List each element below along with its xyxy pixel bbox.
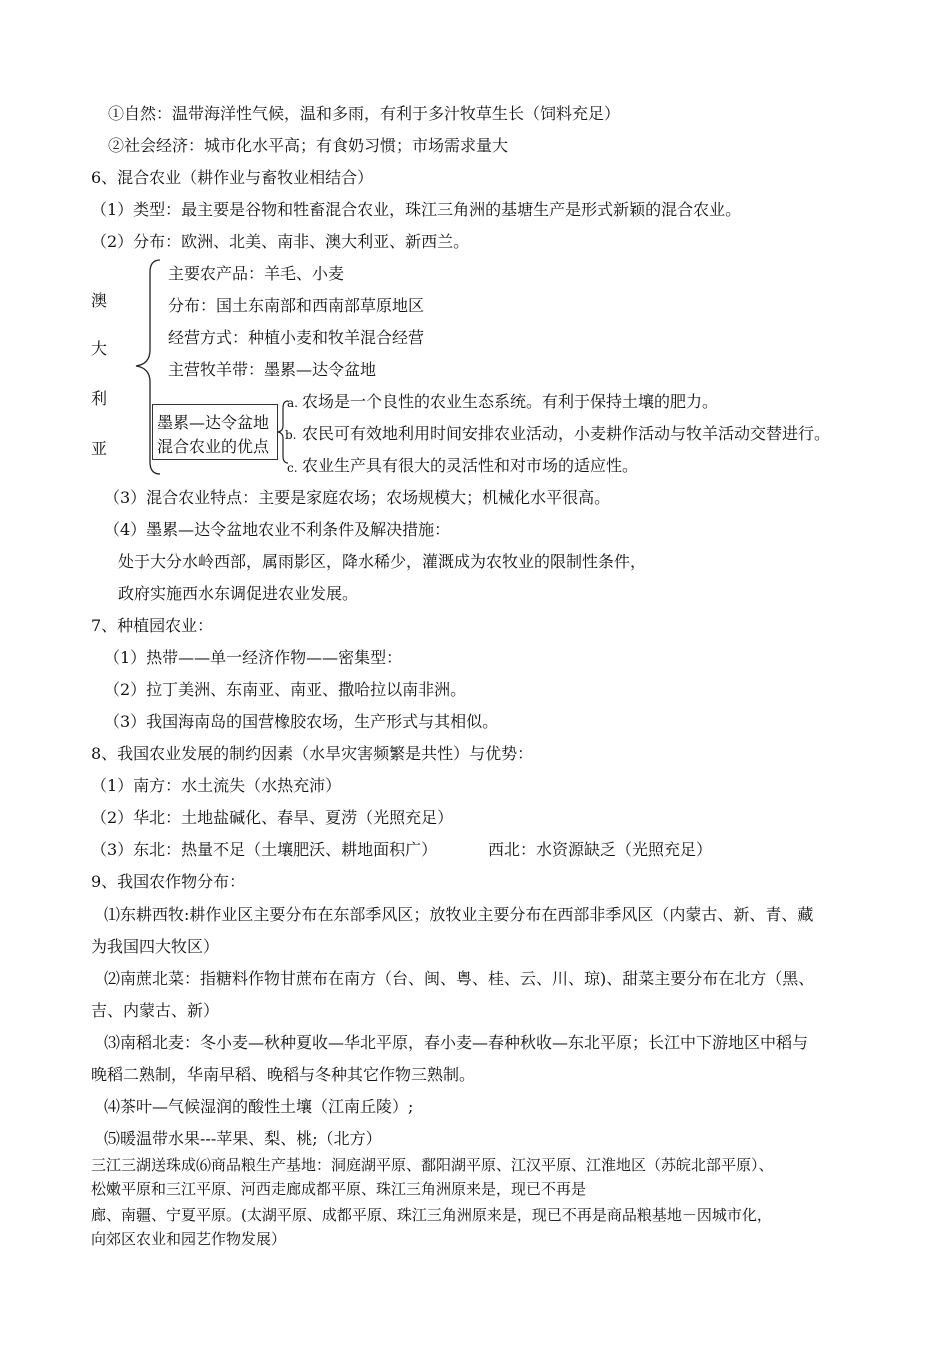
line-social-economy: ②社会经济：城市化水平高；有食奶习惯；市场需求量大 (108, 136, 509, 155)
line-crops-5: ⑸暖温带水果---苹果、梨、桃;（北方） (104, 1129, 382, 1148)
line-crops-2b: 吉、内蒙古、新） (91, 1001, 220, 1020)
line-grain-bases-4: 向郊区农业和园艺作物发展） (91, 1230, 287, 1248)
advantage-item: 农民可有效地利用时间安排农业活动，小麦耕作活动与牧羊活动交替进行。 (302, 424, 831, 443)
heading-crops: 9、我国农作物分布： (91, 872, 246, 891)
line-water-transfer: 政府实施西水东调促进农业发展。 (118, 584, 359, 603)
vertical-label-char: 澳 (91, 291, 108, 310)
line-natural: ①自然：温带海洋性气候，温和多雨，有利于多汁牧草生长（饲料充足） (108, 104, 621, 123)
line-south: （1）南方：水土流失（水热充沛） (91, 776, 342, 795)
line-plantation-1: （1）热带——单一经济作物——密集型： (104, 648, 403, 667)
line-type: （1）类型：最主要是谷物和牲畜混合农业，珠江三角洲的基塘生产是形式新颖的混合农业。 (91, 200, 742, 219)
australia-item: 主营牧羊带：墨累—达令盆地 (168, 360, 377, 379)
vertical-label-char: 利 (91, 389, 108, 408)
box-line: 混合农业的优点 (157, 437, 270, 456)
murray-darling-box (152, 404, 278, 460)
line-plantation-3: （3）我国海南岛的国营橡胶农场，生产形式与其相似。 (104, 712, 499, 731)
line-features: （3）混合农业特点：主要是家庭农场；农场规模大；机械化水平很高。 (104, 488, 611, 507)
line-grain-bases-3: 廊、南疆、宁夏平原。(太湖平原、成都平原、珠江三角洲原来是，现已不再是商品粮基地－因城市化， (91, 1206, 772, 1224)
advantage-item: 农业生产具有很大的灵活性和对市场的适应性。 (302, 456, 639, 475)
line-crops-1b: 为我国四大牧区） (91, 937, 220, 956)
box-line: 墨累—达令盆地 (157, 413, 270, 432)
line-crops-3b: 晚稻二熟制，华南早稻、晚稻与冬种其它作物三熟制。 (91, 1065, 476, 1084)
line-northwest: 西北：水资源缺乏（光照充足） (488, 840, 713, 859)
line-constraints: （4）墨累—达令盆地农业不利条件及解决措施： (104, 520, 451, 539)
line-crops-2a: ⑵南蔗北菜：指糖料作物甘蔗布在南方（台、闽、粤、桂、云、川、琼)、甜菜主要分布在北方（黑、 (104, 969, 815, 988)
line-north-china: （2）华北：土地盐碱化、春旱、夏涝（光照充足） (91, 808, 454, 827)
advantage-marker: b. (285, 428, 297, 442)
line-grain-bases-1: 三江三湖送珠成⑹商品粮生产基地：洞庭湖平原、鄱阳湖平原、江汉平原、江淮地区（苏皖北部平原）、 (91, 1156, 774, 1174)
heading-mixed-agriculture: 6、混合农业（耕作业与畜牧业相结合） (91, 168, 374, 187)
line-plantation-2: （2）拉丁美洲、东南亚、南亚、撒哈拉以南非洲。 (104, 680, 467, 699)
line-crops-4: ⑷茶叶—气候湿润的酸性土壤（江南丘陵）; (104, 1097, 414, 1116)
advantage-marker: c. (287, 461, 298, 475)
advantage-item: 农场是一个良性的农业生态系统。有利于保持土壤的肥力。 (302, 392, 719, 411)
heading-constraints: 8、我国农业发展的制约因素（水旱灾害频繁是共性）与优势： (91, 744, 534, 763)
advantage-marker: a. (287, 396, 298, 410)
line-crops-3a: ⑶南稻北麦：冬小麦—秋种夏收—华北平原，春小麦—春种秋收—东北平原；长江中下游地区中稻与 (104, 1033, 809, 1052)
australia-item: 经营方式：种植小麦和牧羊混合经营 (168, 328, 425, 347)
line-crops-1a: ⑴东耕西牧:耕作业区主要分布在东部季风区；放牧业主要分布在西部非季风区（内蒙古、新、青、藏 (104, 905, 814, 924)
line-grain-bases-2: 松嫩平原和三江平原、河西走廊成都平原、珠江三角洲原来是，现已不再是 (91, 1180, 587, 1198)
vertical-label-char: 大 (91, 339, 108, 358)
vertical-label-char: 亚 (91, 439, 108, 458)
australia-item: 分布：国土东南部和西南部草原地区 (168, 296, 425, 315)
heading-plantation: 7、种植园农业： (91, 616, 214, 635)
line-rain-shadow: 处于大分水岭西部，属雨影区，降水稀少，灌溉成为农牧业的限制性条件， (118, 552, 647, 571)
line-distribution: （2）分布：欧洲、北美、南非、澳大利亚、新西兰。 (91, 232, 470, 251)
australia-item: 主要农产品：羊毛、小麦 (168, 264, 345, 283)
line-northeast: （3）东北：热量不足（土壤肥沃、耕地面积广） (91, 840, 438, 859)
